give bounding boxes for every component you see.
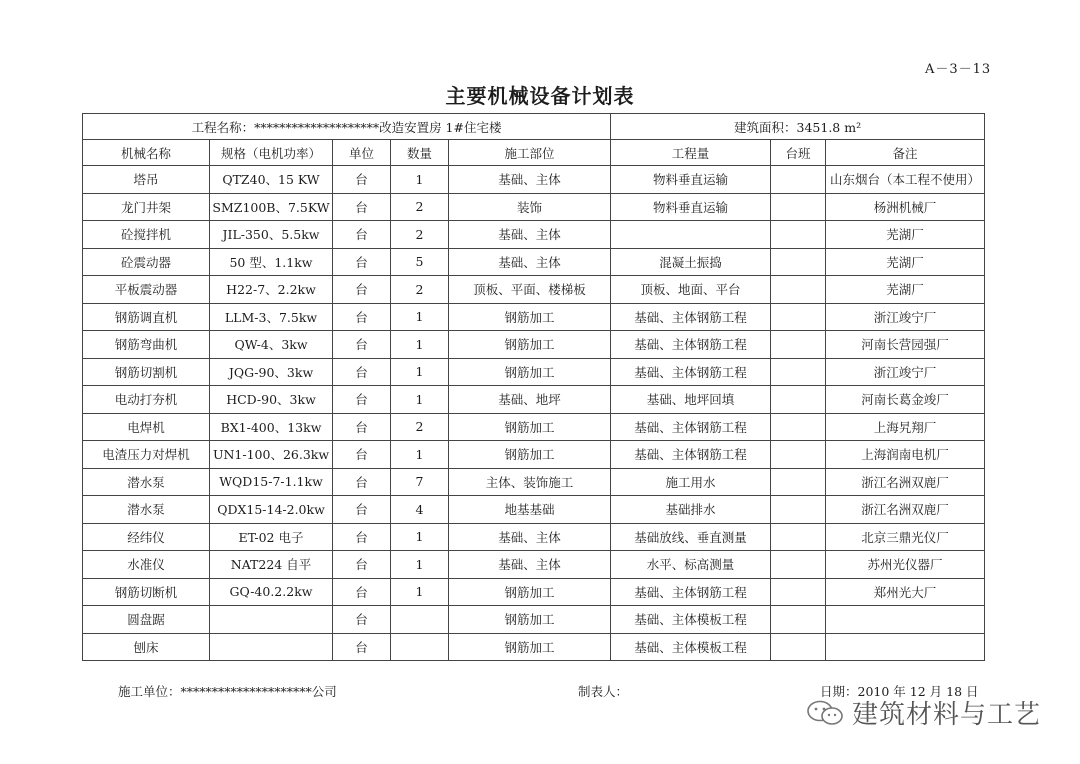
- construction-part-cell: 基础、主体: [449, 221, 611, 249]
- machine-name-cell: 塔吊: [83, 166, 210, 194]
- quantity-cell: 1: [391, 386, 449, 414]
- table-row: [83, 413, 985, 441]
- machine-name-cell: 钢筋调直机: [83, 303, 210, 331]
- construction-unit: 施工单位：*********************公司: [118, 684, 337, 699]
- spec-cell: 50 型、1.1kw: [210, 248, 333, 276]
- quantity-cell: 2: [391, 413, 449, 441]
- quantity-cell: 4: [391, 496, 449, 524]
- table-row: [83, 633, 985, 661]
- quantity-cell: 1: [391, 331, 449, 359]
- quantity-cell: 2: [391, 221, 449, 249]
- machine-name-cell: 潜水泵: [83, 468, 210, 496]
- construction-part-cell: 钢筋加工: [449, 578, 611, 606]
- remark-cell: 浙江竣宁厂: [826, 303, 985, 331]
- shift-cell: [771, 606, 826, 634]
- table-row: [83, 331, 985, 359]
- quantity-cell: 2: [391, 193, 449, 221]
- unit-cell: 台: [333, 303, 391, 331]
- shift-cell: [771, 496, 826, 524]
- remark-cell: 北京三鼎光仪厂: [826, 523, 985, 551]
- machine-name-cell: 龙门井架: [83, 193, 210, 221]
- table-header-row: [83, 140, 985, 166]
- remark-cell: 芜湖厂: [826, 276, 985, 304]
- quantity-cell: 1: [391, 523, 449, 551]
- header-cell: 单位: [333, 140, 391, 166]
- table-row: [83, 303, 985, 331]
- shift-cell: [771, 276, 826, 304]
- header-cell: 施工部位: [449, 140, 611, 166]
- unit-cell: 台: [333, 248, 391, 276]
- shift-cell: [771, 358, 826, 386]
- remark-cell: 浙江名洲双鹿厂: [826, 496, 985, 524]
- quantity-cell: 1: [391, 166, 449, 194]
- spec-cell: UN1-100、26.3kw: [210, 441, 333, 469]
- remark-cell: 浙江名洲双鹿厂: [826, 468, 985, 496]
- construction-part-cell: 钢筋加工: [449, 413, 611, 441]
- unit-cell: 台: [333, 551, 391, 579]
- work-amount-cell: 基础、主体模板工程: [611, 606, 771, 634]
- project-info-row: [83, 114, 985, 140]
- work-amount-cell: 基础、主体钢筋工程: [611, 441, 771, 469]
- quantity-cell: [391, 606, 449, 634]
- spec-cell: NAT224 自平: [210, 551, 333, 579]
- spec-cell: [210, 606, 333, 634]
- machine-name-cell: 电动打夯机: [83, 386, 210, 414]
- shift-cell: [771, 633, 826, 661]
- quantity-cell: 1: [391, 578, 449, 606]
- work-amount-cell: 物料垂直运输: [611, 193, 771, 221]
- unit-cell: 台: [333, 358, 391, 386]
- table-row: [83, 578, 985, 606]
- remark-cell: 芜湖厂: [826, 248, 985, 276]
- spec-cell: QDX15-14-2.0kw: [210, 496, 333, 524]
- spec-cell: SMZ100B、7.5KW: [210, 193, 333, 221]
- remark-cell: [826, 606, 985, 634]
- unit-cell: 台: [333, 468, 391, 496]
- remark-cell: 郑州光大厂: [826, 578, 985, 606]
- header-cell: 规格（电机功率）: [210, 140, 333, 166]
- quantity-cell: 1: [391, 441, 449, 469]
- work-amount-cell: [611, 221, 771, 249]
- spec-cell: WQD15-7-1.1kw: [210, 468, 333, 496]
- table-row: [83, 221, 985, 249]
- unit-cell: 台: [333, 386, 391, 414]
- header-cell: 工程量: [611, 140, 771, 166]
- machine-name-cell: 电渣压力对焊机: [83, 441, 210, 469]
- unit-cell: 台: [333, 523, 391, 551]
- watermark-text: 建筑材料与工艺: [852, 700, 1042, 730]
- table-row: [83, 496, 985, 524]
- table-date: 日期：2010 年 12 月 18 日: [820, 684, 979, 699]
- table-row: [83, 441, 985, 469]
- shift-cell: [771, 303, 826, 331]
- table-row: [83, 166, 985, 194]
- construction-part-cell: 基础、主体: [449, 166, 611, 194]
- remark-cell: 杨洲机械厂: [826, 193, 985, 221]
- machine-name-cell: 钢筋弯曲机: [83, 331, 210, 359]
- machine-name-cell: 水准仪: [83, 551, 210, 579]
- construction-part-cell: 钢筋加工: [449, 331, 611, 359]
- construction-part-cell: 钢筋加工: [449, 358, 611, 386]
- spec-cell: BX1-400、13kw: [210, 413, 333, 441]
- table-row: [83, 248, 985, 276]
- shift-cell: [771, 331, 826, 359]
- document-number: A－3－13: [925, 62, 992, 77]
- quantity-cell: [391, 633, 449, 661]
- construction-part-cell: 钢筋加工: [449, 303, 611, 331]
- machine-name-cell: 圆盘踞: [83, 606, 210, 634]
- spec-cell: ET-02 电子: [210, 523, 333, 551]
- table-row: [83, 276, 985, 304]
- quantity-cell: 2: [391, 276, 449, 304]
- work-amount-cell: 基础排水: [611, 496, 771, 524]
- shift-cell: [771, 551, 826, 579]
- header-cell: 机械名称: [83, 140, 210, 166]
- unit-cell: 台: [333, 166, 391, 194]
- quantity-cell: 1: [391, 551, 449, 579]
- work-amount-cell: 基础、主体钢筋工程: [611, 303, 771, 331]
- unit-cell: 台: [333, 276, 391, 304]
- machine-name-cell: 砼搅拌机: [83, 221, 210, 249]
- machine-name-cell: 经纬仪: [83, 523, 210, 551]
- remark-cell: 河南长营园强厂: [826, 331, 985, 359]
- spec-cell: LLM-3、7.5kw: [210, 303, 333, 331]
- construction-part-cell: 基础、地坪: [449, 386, 611, 414]
- quantity-cell: 1: [391, 358, 449, 386]
- spec-cell: QW-4、3kw: [210, 331, 333, 359]
- construction-part-cell: 基础、主体: [449, 523, 611, 551]
- quantity-cell: 5: [391, 248, 449, 276]
- quantity-cell: 1: [391, 303, 449, 331]
- work-amount-cell: 物料垂直运输: [611, 166, 771, 194]
- work-amount-cell: 基础放线、垂直测量: [611, 523, 771, 551]
- spec-cell: HCD-90、3kw: [210, 386, 333, 414]
- project-name: 工程名称：********************改造安置房 1#住宅楼: [83, 114, 611, 140]
- table-maker: 制表人：: [578, 684, 629, 699]
- work-amount-cell: 水平、标高测量: [611, 551, 771, 579]
- unit-cell: 台: [333, 578, 391, 606]
- quantity-cell: 7: [391, 468, 449, 496]
- construction-part-cell: 基础、主体: [449, 551, 611, 579]
- remark-cell: 上海旯翔厂: [826, 413, 985, 441]
- table-row: [83, 468, 985, 496]
- spec-cell: JIL-350、5.5kw: [210, 221, 333, 249]
- remark-cell: 芜湖厂: [826, 221, 985, 249]
- work-amount-cell: 基础、主体钢筋工程: [611, 358, 771, 386]
- table-row: [83, 606, 985, 634]
- remark-cell: [826, 633, 985, 661]
- shift-cell: [771, 221, 826, 249]
- remark-cell: 河南长葛金竣厂: [826, 386, 985, 414]
- page-title: 主要机械设备计划表: [445, 84, 635, 108]
- shift-cell: [771, 166, 826, 194]
- construction-part-cell: 钢筋加工: [449, 606, 611, 634]
- machine-name-cell: 砼震动器: [83, 248, 210, 276]
- construction-part-cell: 主体、装饰施工: [449, 468, 611, 496]
- machine-name-cell: 电焊机: [83, 413, 210, 441]
- remark-cell: 山东烟台（本工程不使用）: [826, 166, 985, 194]
- work-amount-cell: 施工用水: [611, 468, 771, 496]
- work-amount-cell: 顶板、地面、平台: [611, 276, 771, 304]
- work-amount-cell: 基础、主体钢筋工程: [611, 578, 771, 606]
- work-amount-cell: 基础、主体钢筋工程: [611, 413, 771, 441]
- unit-cell: 台: [333, 331, 391, 359]
- spec-cell: GQ-40.2.2kw: [210, 578, 333, 606]
- remark-cell: 浙江竣宁厂: [826, 358, 985, 386]
- construction-part-cell: 地基基础: [449, 496, 611, 524]
- unit-cell: 台: [333, 221, 391, 249]
- work-amount-cell: 基础、地坪回填: [611, 386, 771, 414]
- work-amount-cell: 混凝土振捣: [611, 248, 771, 276]
- unit-cell: 台: [333, 496, 391, 524]
- table-row: [83, 193, 985, 221]
- shift-cell: [771, 193, 826, 221]
- shift-cell: [771, 248, 826, 276]
- shift-cell: [771, 441, 826, 469]
- header-cell: 台班: [771, 140, 826, 166]
- work-amount-cell: 基础、主体钢筋工程: [611, 331, 771, 359]
- remark-cell: 上海润南电机厂: [826, 441, 985, 469]
- unit-cell: 台: [333, 441, 391, 469]
- machine-name-cell: 潜水泵: [83, 496, 210, 524]
- spec-cell: JQG-90、3kw: [210, 358, 333, 386]
- shift-cell: [771, 386, 826, 414]
- machine-name-cell: 平板震动器: [83, 276, 210, 304]
- building-area: 建筑面积：3451.8 m²: [611, 114, 985, 140]
- wechat-icon: [806, 700, 846, 726]
- construction-part-cell: 装饰: [449, 193, 611, 221]
- machine-name-cell: 刨床: [83, 633, 210, 661]
- work-amount-cell: 基础、主体模板工程: [611, 633, 771, 661]
- unit-cell: 台: [333, 633, 391, 661]
- machine-name-cell: 钢筋切断机: [83, 578, 210, 606]
- construction-part-cell: 钢筋加工: [449, 441, 611, 469]
- table-row: [83, 551, 985, 579]
- header-cell: 备注: [826, 140, 985, 166]
- unit-cell: 台: [333, 606, 391, 634]
- shift-cell: [771, 468, 826, 496]
- spec-cell: H22-7、2.2kw: [210, 276, 333, 304]
- remark-cell: 苏州光仪器厂: [826, 551, 985, 579]
- equipment-table: [82, 113, 985, 661]
- shift-cell: [771, 523, 826, 551]
- machine-name-cell: 钢筋切割机: [83, 358, 210, 386]
- unit-cell: 台: [333, 193, 391, 221]
- table-row: [83, 386, 985, 414]
- construction-part-cell: 顶板、平面、楼梯板: [449, 276, 611, 304]
- header-cell: 数量: [391, 140, 449, 166]
- construction-part-cell: 基础、主体: [449, 248, 611, 276]
- shift-cell: [771, 413, 826, 441]
- unit-cell: 台: [333, 413, 391, 441]
- spec-cell: [210, 633, 333, 661]
- shift-cell: [771, 578, 826, 606]
- table-row: [83, 523, 985, 551]
- table-row: [83, 358, 985, 386]
- construction-part-cell: 钢筋加工: [449, 633, 611, 661]
- spec-cell: QTZ40、15 KW: [210, 166, 333, 194]
